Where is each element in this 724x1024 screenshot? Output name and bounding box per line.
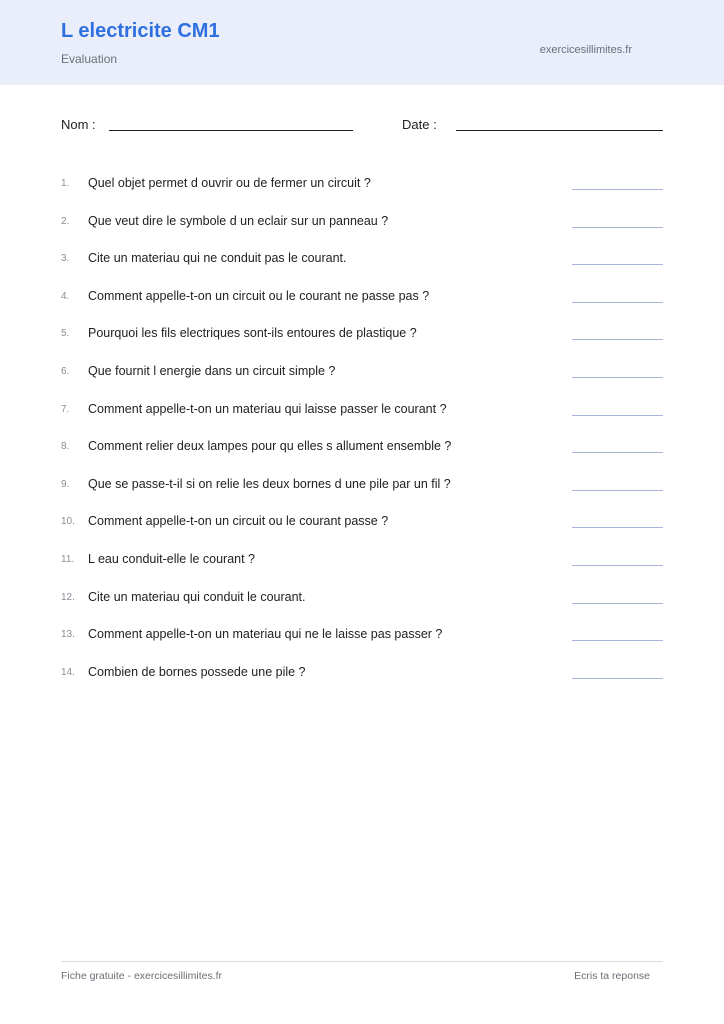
answer-line[interactable] [572, 490, 663, 491]
question-item [0, 318, 724, 356]
answer-line[interactable] [572, 678, 663, 679]
question-item [0, 168, 724, 206]
question-number: 3. [61, 253, 70, 265]
answer-line[interactable] [572, 603, 663, 604]
question-number: 1. [61, 178, 70, 189]
question-number: 5. [61, 328, 70, 340]
question-item [0, 506, 724, 544]
question-item [0, 619, 724, 657]
date-field[interactable] [456, 130, 663, 131]
question-item [0, 431, 724, 469]
question-text: Comment appelle-t-on un materiau qui laisse passer le courant ? [88, 401, 447, 416]
question-item [0, 657, 724, 695]
site-name: exercicesillimites.fr [539, 44, 632, 56]
question-number: 11. [61, 554, 75, 565]
question-text: Comment appelle-t-on un circuit ou le courant passe ? [88, 514, 389, 529]
question-number: 14. [61, 666, 75, 678]
question-item [0, 544, 724, 582]
question-text: Pourquoi les fils electriques sont-ils entoures de plastique ? [88, 326, 417, 341]
answer-line[interactable] [572, 452, 663, 453]
question-text: Combien de bornes possede une pile ? [88, 664, 306, 679]
question-number: 2. [61, 215, 70, 227]
question-number: 8. [61, 441, 70, 453]
answer-line[interactable] [572, 189, 663, 190]
answer-line[interactable] [572, 527, 663, 528]
question-number: 13. [61, 629, 75, 641]
question-item [0, 582, 724, 620]
answer-line[interactable] [572, 339, 663, 340]
page-header [0, 0, 724, 85]
footer-source: Fiche gratuite - exercicesillimites.fr [61, 970, 223, 982]
question-number: 9. [61, 478, 70, 490]
question-number: 12. [61, 591, 75, 603]
question-text: Cite un materiau qui ne conduit pas le courant. [88, 251, 347, 266]
answer-line[interactable] [572, 640, 663, 641]
question-text: Cite un materiau qui conduit le courant. [88, 589, 306, 604]
question-text: Comment relier deux lampes pour qu elles s allument ensemble ? [88, 439, 452, 454]
answer-line[interactable] [572, 227, 663, 228]
question-item [0, 243, 724, 281]
question-text: Que veut dire le symbole d un eclair sur un panneau ? [88, 213, 389, 228]
nom-field[interactable] [109, 130, 353, 131]
answer-line[interactable] [572, 302, 663, 303]
question-text: Comment appelle-t-on un materiau qui ne le laisse pas passer ? [88, 627, 443, 642]
question-item [0, 206, 724, 244]
question-number: 4. [61, 290, 70, 302]
answer-line[interactable] [572, 415, 663, 416]
question-text: Que fournit l energie dans un circuit simple ? [88, 364, 336, 378]
question-item [0, 356, 724, 394]
answer-line[interactable] [572, 264, 663, 265]
question-text: L eau conduit-elle le courant ? [88, 552, 256, 566]
page-title: L electricite CM1 [61, 20, 220, 42]
date-label: Date : [402, 117, 437, 132]
question-text: Quel objet permet d ouvrir ou de fermer un circuit ? [88, 176, 371, 190]
answer-line[interactable] [572, 565, 663, 566]
nom-label: Nom : [61, 117, 96, 132]
page-subtitle: Evaluation [61, 52, 118, 66]
question-number: 6. [61, 366, 70, 377]
answer-line[interactable] [572, 377, 663, 378]
question-item [0, 281, 724, 319]
footer-instruction: Ecris ta reponse [574, 970, 650, 982]
question-item [0, 394, 724, 432]
footer-divider [61, 961, 663, 962]
question-number: 7. [61, 403, 70, 415]
question-text: Comment appelle-t-on un circuit ou le courant ne passe pas ? [88, 288, 430, 303]
question-text: Que se passe-t-il si on relie les deux bornes d une pile par un fil ? [88, 476, 451, 491]
question-item [0, 469, 724, 507]
question-number: 10. [61, 516, 75, 528]
